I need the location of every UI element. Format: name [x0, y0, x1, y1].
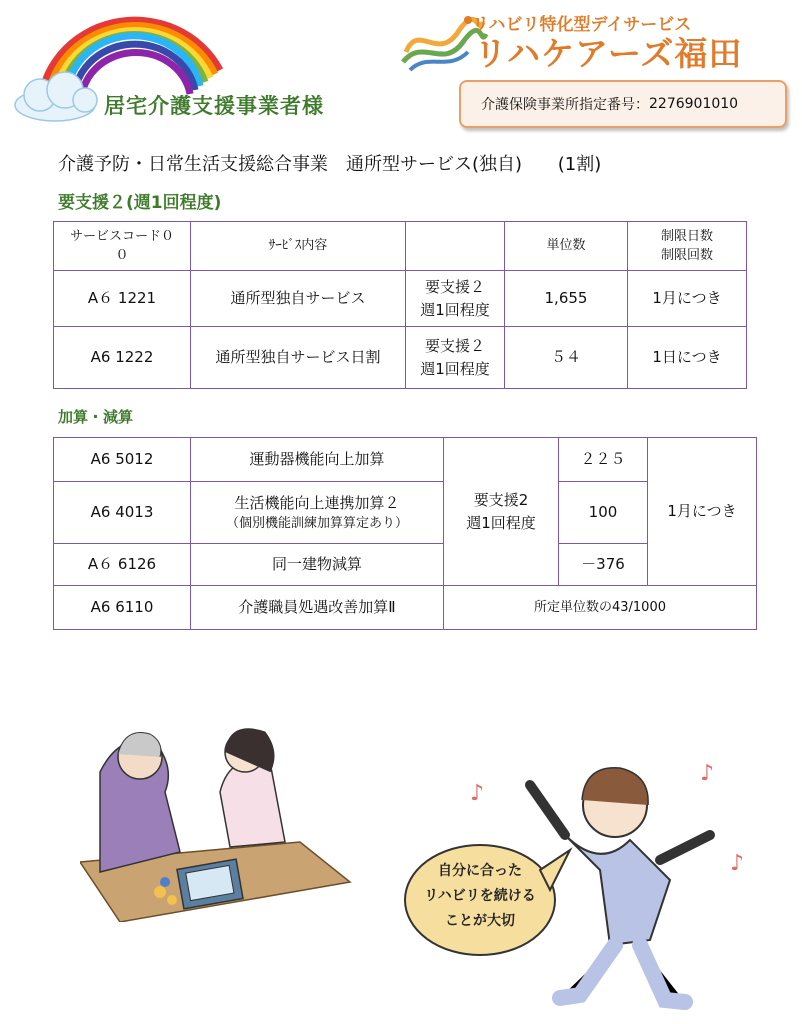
- table-cell: －376: [559, 544, 648, 586]
- table-cell: 所定単位数の43/1000: [444, 586, 757, 630]
- table-header-cell: サービスコード０ ０: [54, 222, 191, 271]
- table-cell: A６ 1221: [54, 271, 191, 327]
- table-cell: 100: [559, 482, 648, 544]
- table-header-cell: 単位数: [505, 222, 628, 271]
- addition-name: 生活機能向上連携加算２: [234, 493, 400, 512]
- table-header-row: [54, 222, 747, 271]
- table-cell: A6 4013: [54, 482, 191, 544]
- music-note-icon: ♪: [730, 851, 745, 876]
- addition-subtitle: 加算・減算: [58, 408, 134, 426]
- merged-condition-cell: 要支援2 週1回程度: [444, 438, 559, 586]
- speech-bubble-line-3: ことが大切: [445, 912, 515, 928]
- table-cell: 介護職員処遇改善加算Ⅱ: [191, 586, 444, 630]
- brand-tagline: リハビリ特化型デイサービス: [472, 15, 692, 35]
- table-cell: A6 6110: [54, 586, 191, 630]
- puzzle-caregiver-illustration: [80, 712, 360, 922]
- table-cell: 運動器機能向上加算: [191, 438, 444, 482]
- table-header-cell: ｻｰﾋﾞｽ内容: [191, 222, 406, 271]
- table-header-cell: 制限日数 制限回数: [628, 222, 747, 271]
- section-title: [58, 150, 601, 176]
- addition-table: [53, 437, 757, 630]
- table-cell: [191, 482, 444, 544]
- table-cell: A6 5012: [54, 438, 191, 482]
- table-cell: 同一建物減算: [191, 544, 444, 586]
- music-note-icon: ♪: [700, 761, 715, 786]
- table-cell: 通所型独自サービス日割: [191, 327, 406, 389]
- table-row: [54, 327, 747, 389]
- speech-bubble-line-2: リハビリを続ける: [424, 887, 536, 903]
- dancing-person-illustration: [400, 740, 780, 1020]
- table-cell: 通所型独自サービス: [191, 271, 406, 327]
- recipient-title: 居宅介護支援事業者様: [104, 94, 324, 118]
- table-header-cell: [406, 222, 505, 271]
- section-subtitle: 要支援２(週1回程度): [58, 193, 222, 213]
- table-cell: 要支援２ 週1回程度: [406, 271, 505, 327]
- table-row: [54, 271, 747, 327]
- license-label: 介護保険事業所指定番号：: [481, 97, 649, 113]
- table-cell: 1,655: [505, 271, 628, 327]
- table-cell: 要支援２ 週1回程度: [406, 327, 505, 389]
- license-number: 2276901010: [649, 96, 739, 112]
- table-cell: A６ 6126: [54, 544, 191, 586]
- table-cell: 1日につき: [628, 327, 747, 389]
- section-ratio: (1割): [557, 154, 602, 175]
- music-note-icon: ♪: [470, 781, 485, 806]
- addition-note: （個別機能訓練加算算定あり）: [225, 516, 408, 531]
- service-table: [53, 221, 747, 389]
- table-row: [54, 586, 757, 630]
- table-cell: A6 1222: [54, 327, 191, 389]
- merged-limit-cell: 1月につき: [648, 438, 757, 586]
- table-cell: ５４: [505, 327, 628, 389]
- brand-name: リハケアーズ福田: [474, 34, 743, 73]
- section-title-text: 介護予防・日常生活支援総合事業 通所型サービス(独自): [58, 154, 523, 175]
- table-cell: 1月につき: [628, 271, 747, 327]
- table-cell: ２２５: [559, 438, 648, 482]
- speech-bubble-line-1: 自分に合った: [438, 862, 522, 878]
- license-number-box: [459, 80, 787, 128]
- table-row: [54, 438, 757, 482]
